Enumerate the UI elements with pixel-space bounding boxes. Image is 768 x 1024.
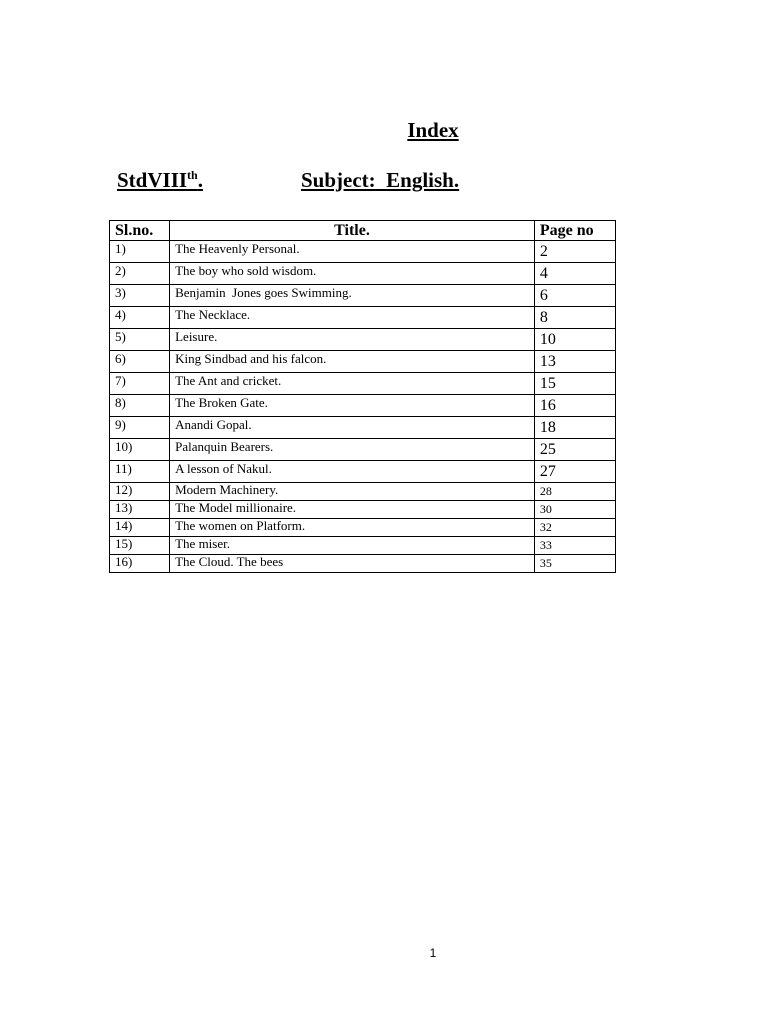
row-serial-no: 12)	[110, 483, 170, 501]
row-title: The Cloud. The bees	[170, 555, 535, 573]
table-row	[110, 417, 616, 439]
row-title: Anandi Gopal.	[170, 417, 535, 439]
row-page-no: 10	[534, 329, 615, 351]
table-row	[110, 329, 616, 351]
row-page-no: 27	[534, 461, 615, 483]
row-title: The boy who sold wisdom.	[170, 263, 535, 285]
row-serial-no: 11)	[110, 461, 170, 483]
row-title: Benjamin Jones goes Swimming.	[170, 285, 535, 307]
row-title: A lesson of Nakul.	[170, 461, 535, 483]
index-table	[109, 220, 616, 573]
header-title: Title.	[170, 221, 535, 241]
row-page-no: 30	[534, 501, 615, 519]
table-row	[110, 241, 616, 263]
table-row	[110, 555, 616, 573]
row-page-no: 13	[534, 351, 615, 373]
row-serial-no: 14)	[110, 519, 170, 537]
row-page-no: 2	[534, 241, 615, 263]
row-serial-no: 8)	[110, 395, 170, 417]
row-serial-no: 6)	[110, 351, 170, 373]
row-title: King Sindbad and his falcon.	[170, 351, 535, 373]
table-row	[110, 501, 616, 519]
row-serial-no: 5)	[110, 329, 170, 351]
table-row	[110, 351, 616, 373]
row-page-no: 8	[534, 307, 615, 329]
subject-label: Subject: English.	[301, 168, 460, 192]
row-title: The Necklace.	[170, 307, 535, 329]
row-page-no: 35	[534, 555, 615, 573]
table-row	[110, 461, 616, 483]
row-page-no: 18	[534, 417, 615, 439]
row-page-no: 25	[534, 439, 615, 461]
row-title: The Model millionaire.	[170, 501, 535, 519]
row-serial-no: 10)	[110, 439, 170, 461]
row-serial-no: 3)	[110, 285, 170, 307]
row-serial-no: 15)	[110, 537, 170, 555]
row-title: Modern Machinery.	[170, 483, 535, 501]
row-serial-no: 4)	[110, 307, 170, 329]
row-page-no: 32	[534, 519, 615, 537]
row-title: The miser.	[170, 537, 535, 555]
table-header-row	[110, 221, 616, 241]
table-row	[110, 263, 616, 285]
row-title: Palanquin Bearers.	[170, 439, 535, 461]
page-title: Index	[407, 118, 459, 142]
table-row	[110, 537, 616, 555]
table-row	[110, 285, 616, 307]
table-row	[110, 373, 616, 395]
standard-suffix: .	[197, 168, 203, 192]
row-page-no: 15	[534, 373, 615, 395]
table-row	[110, 439, 616, 461]
row-page-no: 4	[534, 263, 615, 285]
page-number: 1	[429, 946, 437, 960]
row-page-no: 28	[534, 483, 615, 501]
table-row	[110, 483, 616, 501]
row-page-no: 16	[534, 395, 615, 417]
row-serial-no: 7)	[110, 373, 170, 395]
row-serial-no: 16)	[110, 555, 170, 573]
row-serial-no: 13)	[110, 501, 170, 519]
table-row	[110, 307, 616, 329]
row-title: The Broken Gate.	[170, 395, 535, 417]
header-serial-no: Sl.no.	[110, 221, 170, 241]
header-page-no: Page no	[534, 221, 615, 241]
row-title: The Ant and cricket.	[170, 373, 535, 395]
row-serial-no: 9)	[110, 417, 170, 439]
standard-text: StdVIII	[117, 168, 188, 192]
standard-superscript: th	[187, 168, 198, 182]
row-title: The women on Platform.	[170, 519, 535, 537]
row-serial-no: 2)	[110, 263, 170, 285]
standard-label	[117, 168, 203, 193]
row-page-no: 6	[534, 285, 615, 307]
table-row	[110, 395, 616, 417]
table-row	[110, 519, 616, 537]
row-serial-no: 1)	[110, 241, 170, 263]
row-page-no: 33	[534, 537, 615, 555]
row-title: The Heavenly Personal.	[170, 241, 535, 263]
row-title: Leisure.	[170, 329, 535, 351]
